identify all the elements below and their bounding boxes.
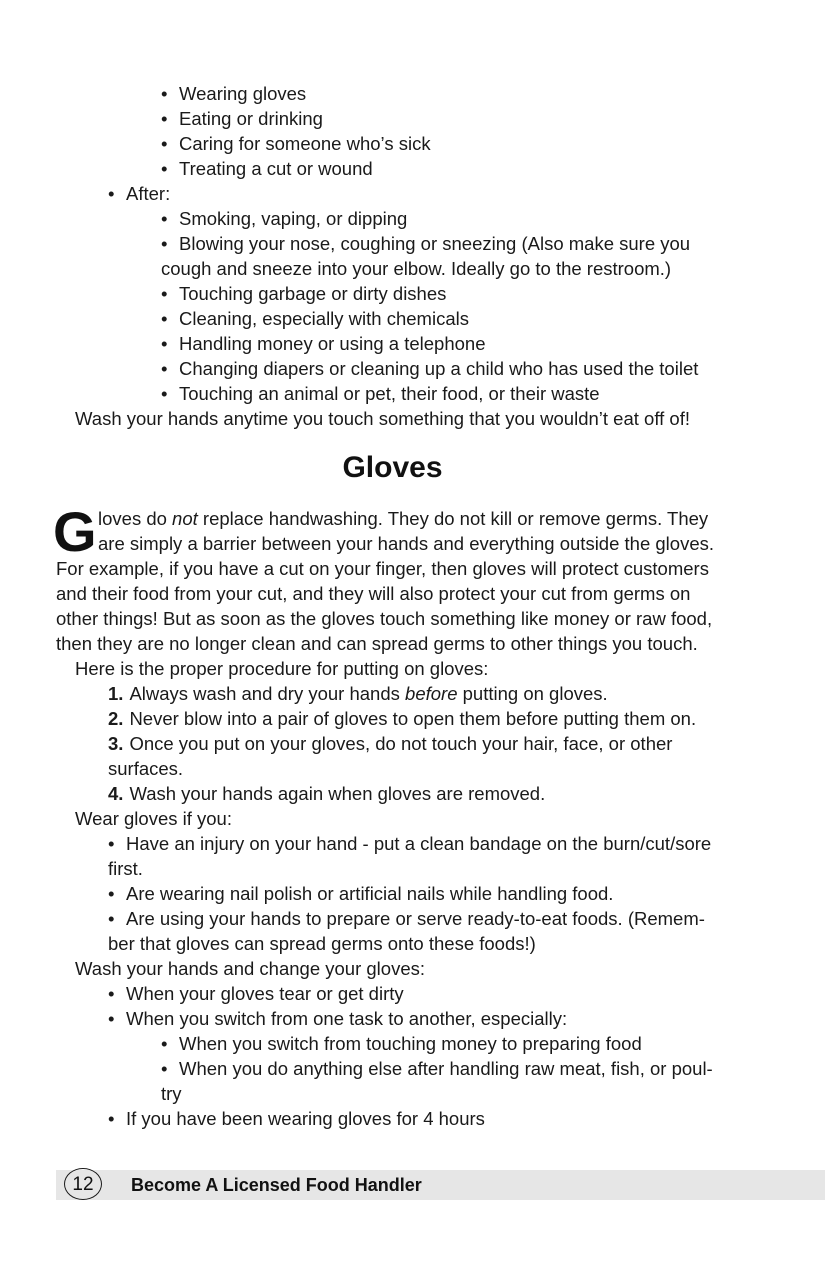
bullet: • (108, 1108, 115, 1129)
intro-line: For example, if you have a cut on your finger, then gloves will protect customers (56, 558, 709, 579)
bullet: • (161, 158, 168, 179)
bullet: • (161, 333, 168, 354)
bullet: • (161, 283, 168, 304)
change-intro: Wash your hands and change your gloves: (75, 958, 426, 979)
summary-text: Wash your hands anytime you touch something that you wouldn’t eat off of! (75, 408, 690, 429)
list-item: • Touching garbage or dirty dishes (161, 283, 447, 304)
bullet: • (161, 83, 168, 104)
bullet: • (108, 983, 115, 1004)
bullet: • (161, 358, 168, 379)
list-item: • Smoking, vaping, or dipping (161, 208, 408, 229)
page-number: 12 (72, 1174, 94, 1195)
list-item: • Eating or drinking (161, 108, 323, 129)
list-item: • Are using your hands to prepare or serve ready-to-eat foods. (Remem- (108, 908, 705, 929)
list-item: • When your gloves tear or get dirty (108, 983, 404, 1004)
list-item: • Treating a cut or wound (161, 158, 373, 179)
bullet: • (161, 108, 168, 129)
bullet: • (108, 1008, 115, 1029)
drop-cap: G (53, 500, 97, 563)
intro-line: loves do not replace handwashing. They do not kill or remove germs. They (98, 508, 709, 529)
list-item-continued: first. (108, 858, 143, 879)
list-item: • Handling money or using a telephone (161, 333, 486, 354)
intro-line: other things! But as soon as the gloves touch something like money or raw food, (56, 608, 713, 629)
list-item: • Wearing gloves (161, 83, 307, 104)
procedure-step: 4. Wash your hands again when gloves are removed. (108, 783, 546, 804)
bullet: • (108, 883, 115, 904)
list-item: • Are wearing nail polish or artificial nails while handling food. (108, 883, 614, 904)
list-item: • Touching an animal or pet, their food, or their waste (161, 383, 600, 404)
section-title: Gloves (342, 451, 443, 484)
list-item-continued: cough and sneeze into your elbow. Ideally go to the restroom.) (161, 258, 672, 279)
intro-line: then they are no longer clean and can spread germs to other things you touch. (56, 633, 698, 654)
bullet: • (161, 383, 168, 404)
footer-book-title: Become A Licensed Food Handler (131, 1175, 422, 1195)
bullet: • (161, 1033, 168, 1054)
bullet: • (161, 233, 168, 254)
procedure-step: 2. Never blow into a pair of gloves to open them before putting them on. (108, 708, 697, 729)
list-item: • Changing diapers or cleaning up a child who has used the toilet (161, 358, 699, 379)
intro-line: are simply a barrier between your hands and everything outside the gloves. (98, 533, 714, 554)
list-item: • When you switch from touching money to preparing food (161, 1033, 642, 1054)
list-item: • Blowing your nose, coughing or sneezing (Also make sure you (161, 233, 691, 254)
procedure-step-continued: surfaces. (108, 758, 184, 779)
procedure-intro: Here is the proper procedure for putting on gloves: (75, 658, 489, 679)
list-item: • When you switch from one task to another, especially: (108, 1008, 568, 1029)
bullet: • (108, 183, 115, 204)
procedure-step: 1. Always wash and dry your hands before putting on gloves. (108, 683, 608, 704)
list-item-continued: ber that gloves can spread germs onto these foods!) (108, 933, 536, 954)
bullet: • (108, 833, 115, 854)
bullet: • (161, 208, 168, 229)
list-item: • Caring for someone who’s sick (161, 133, 431, 154)
list-item: • Have an injury on your hand - put a clean bandage on the burn/cut/sore (108, 833, 712, 854)
list-item-continued: try (161, 1083, 182, 1104)
intro-line: and their food from your cut, and they will also protect your cut from germs on (56, 583, 691, 604)
wear-intro: Wear gloves if you: (75, 808, 232, 829)
bullet: • (161, 1058, 168, 1079)
list-item: • If you have been wearing gloves for 4 hours (108, 1108, 485, 1129)
list-item: • Cleaning, especially with chemicals (161, 308, 469, 329)
list-item: • When you do anything else after handling raw meat, fish, or poul- (161, 1058, 713, 1079)
after-label: • After: (108, 183, 171, 204)
bullet: • (161, 133, 168, 154)
bullet: • (161, 308, 168, 329)
bullet: • (108, 908, 115, 929)
procedure-step: 3. Once you put on your gloves, do not touch your hair, face, or other (108, 733, 673, 754)
